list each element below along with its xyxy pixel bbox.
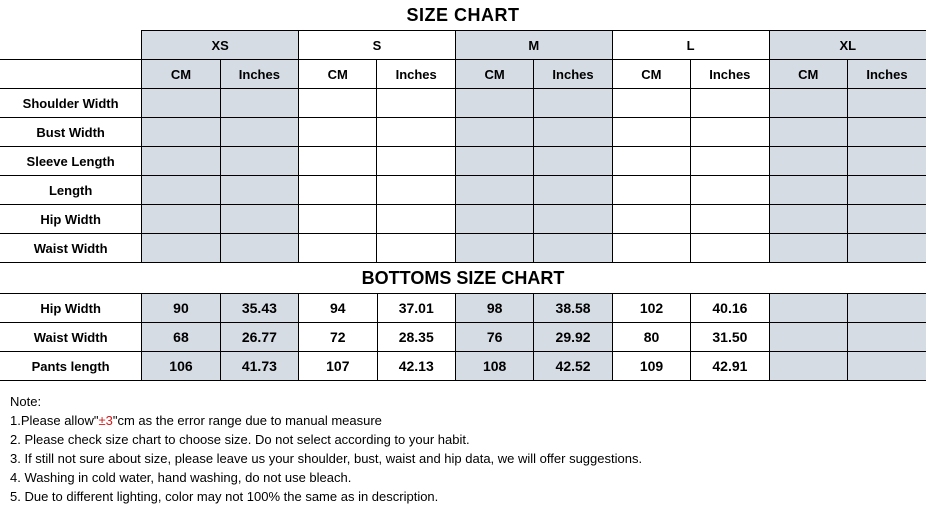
top-size-chart-table: [0, 30, 926, 263]
cell-hip-m-in: [534, 205, 612, 234]
cell-length-m-in: [534, 176, 612, 205]
bottoms-cell-pants-l-cm: 109: [612, 352, 690, 381]
size-header-xs: XS: [142, 31, 299, 60]
size-header-m: M: [455, 31, 612, 60]
cell-hip-xl-cm: [769, 205, 847, 234]
bottoms-cell-pants-m-cm: 108: [455, 352, 533, 381]
cell-sleeve-xl-in: [847, 147, 926, 176]
notes-line-1-suffix: "cm as the error range due to manual measure: [112, 413, 382, 428]
cell-bust-l-cm: [612, 118, 690, 147]
cell-bust-m-cm: [455, 118, 533, 147]
cell-waist-xl-cm: [769, 234, 847, 263]
table-row: [0, 294, 926, 323]
notes-tolerance-value: ±3: [98, 413, 113, 428]
cell-hip-l-in: [691, 205, 769, 234]
cell-length-xs-in: [220, 176, 298, 205]
row-label-bust-width: Bust Width: [0, 118, 142, 147]
cell-sleeve-xs-in: [220, 147, 298, 176]
unit-header-s-inches: Inches: [377, 60, 455, 89]
cell-waist-xs-cm: [142, 234, 220, 263]
cell-hip-s-cm: [299, 205, 377, 234]
bottoms-cell-hip-l-cm: 102: [612, 294, 690, 323]
cell-bust-s-cm: [299, 118, 377, 147]
cell-length-m-cm: [455, 176, 533, 205]
bottoms-row-label-pants-length: Pants length: [0, 352, 142, 381]
notes-heading: Note:: [10, 394, 42, 409]
cell-length-xl-cm: [769, 176, 847, 205]
cell-shoulder-l-in: [691, 89, 769, 118]
bottoms-cell-hip-m-in: 38.58: [534, 294, 612, 323]
notes-line-4: 4. Washing in cold water, hand washing, do not use bleach.: [10, 470, 352, 485]
table-row: [0, 323, 926, 352]
cell-sleeve-m-cm: [455, 147, 533, 176]
table-row: [0, 147, 926, 176]
cell-hip-xs-in: [220, 205, 298, 234]
cell-hip-s-in: [377, 205, 455, 234]
cell-waist-m-in: [534, 234, 612, 263]
notes-line-2: 2. Please check size chart to choose size. Do not select according to your habit.: [10, 432, 470, 447]
size-header-l: L: [612, 31, 769, 60]
bottoms-cell-hip-xl-in: [848, 294, 926, 323]
table-row: [0, 176, 926, 205]
cell-length-l-cm: [612, 176, 690, 205]
bottoms-cell-pants-xs-in: 41.73: [220, 352, 298, 381]
unit-header-l-cm: CM: [612, 60, 690, 89]
cell-bust-xs-in: [220, 118, 298, 147]
bottoms-size-chart-table: [0, 293, 926, 381]
unit-header-l-inches: Inches: [691, 60, 769, 89]
unit-header-m-inches: Inches: [534, 60, 612, 89]
bottoms-cell-pants-s-cm: 107: [299, 352, 377, 381]
cell-shoulder-m-cm: [455, 89, 533, 118]
row-label-waist-width: Waist Width: [0, 234, 142, 263]
cell-bust-xs-cm: [142, 118, 220, 147]
cell-shoulder-s-cm: [299, 89, 377, 118]
cell-waist-s-cm: [299, 234, 377, 263]
notes-line-5: 5. Due to different lighting, color may not 100% the same as in description.: [10, 489, 439, 504]
bottoms-cell-pants-xl-in: [848, 352, 926, 381]
cell-shoulder-xl-in: [847, 89, 926, 118]
cell-sleeve-xl-cm: [769, 147, 847, 176]
bottoms-cell-waist-m-in: 29.92: [534, 323, 612, 352]
unit-header-xl-inches: Inches: [847, 60, 926, 89]
cell-waist-s-in: [377, 234, 455, 263]
unit-header-xl-cm: CM: [769, 60, 847, 89]
bottoms-cell-hip-m-cm: 98: [455, 294, 533, 323]
bottoms-cell-hip-s-in: 37.01: [377, 294, 455, 323]
cell-sleeve-s-in: [377, 147, 455, 176]
bottoms-cell-pants-xs-cm: 106: [142, 352, 220, 381]
cell-length-xl-in: [847, 176, 926, 205]
notes-line-3: 3. If still not sure about size, please leave us your shoulder, bust, waist and hip data, we will offer suggestions.: [10, 451, 643, 466]
bottoms-cell-hip-xs-in: 35.43: [220, 294, 298, 323]
cell-length-l-in: [691, 176, 769, 205]
cell-length-xs-cm: [142, 176, 220, 205]
cell-waist-xs-in: [220, 234, 298, 263]
notes-line-1-prefix: 1.Please allow": [10, 413, 99, 428]
cell-bust-xl-in: [847, 118, 926, 147]
cell-waist-l-cm: [612, 234, 690, 263]
size-header-row: [0, 31, 926, 60]
bottoms-cell-waist-xl-in: [848, 323, 926, 352]
size-header-xl: XL: [769, 31, 926, 60]
table-row: [0, 89, 926, 118]
page-title: SIZE CHART: [406, 5, 520, 25]
bottoms-cell-hip-xl-cm: [769, 294, 847, 323]
bottoms-row-label-hip-width: Hip Width: [0, 294, 142, 323]
unit-header-xs-cm: CM: [142, 60, 220, 89]
cell-length-s-in: [377, 176, 455, 205]
cell-bust-xl-cm: [769, 118, 847, 147]
notes-line-1: [10, 412, 926, 430]
cell-bust-l-in: [691, 118, 769, 147]
row-label-shoulder-width: Shoulder Width: [0, 89, 142, 118]
unit-header-m-cm: CM: [455, 60, 533, 89]
bottoms-cell-waist-l-in: 31.50: [691, 323, 769, 352]
bottoms-cell-waist-xs-cm: 68: [142, 323, 220, 352]
bottoms-cell-pants-s-in: 42.13: [377, 352, 455, 381]
bottoms-cell-waist-s-in: 28.35: [377, 323, 455, 352]
table-row: [0, 205, 926, 234]
cell-shoulder-xs-cm: [142, 89, 220, 118]
cell-hip-xl-in: [847, 205, 926, 234]
cell-waist-m-cm: [455, 234, 533, 263]
table-row: [0, 352, 926, 381]
unit-header-xs-inches: Inches: [220, 60, 298, 89]
bottoms-cell-waist-m-cm: 76: [455, 323, 533, 352]
cell-waist-l-in: [691, 234, 769, 263]
bottoms-cell-hip-l-in: 40.16: [691, 294, 769, 323]
cell-sleeve-m-in: [534, 147, 612, 176]
cell-bust-s-in: [377, 118, 455, 147]
table-row: [0, 234, 926, 263]
cell-shoulder-m-in: [534, 89, 612, 118]
table-row: [0, 118, 926, 147]
cell-hip-m-cm: [455, 205, 533, 234]
bottoms-row-label-waist-width: Waist Width: [0, 323, 142, 352]
unit-header-s-cm: CM: [299, 60, 377, 89]
bottoms-cell-waist-xs-in: 26.77: [220, 323, 298, 352]
cell-sleeve-l-in: [691, 147, 769, 176]
cell-sleeve-xs-cm: [142, 147, 220, 176]
cell-sleeve-s-cm: [299, 147, 377, 176]
notes-section: [0, 381, 926, 506]
cell-hip-l-cm: [612, 205, 690, 234]
row-label-hip-width: Hip Width: [0, 205, 142, 234]
bottoms-cell-hip-s-cm: 94: [299, 294, 377, 323]
corner-cell-2: [0, 60, 142, 89]
bottoms-cell-waist-xl-cm: [769, 323, 847, 352]
bottoms-section-title: BOTTOMS SIZE CHART: [361, 268, 565, 288]
row-label-length: Length: [0, 176, 142, 205]
bottoms-cell-hip-xs-cm: 90: [142, 294, 220, 323]
cell-hip-xs-cm: [142, 205, 220, 234]
cell-bust-m-in: [534, 118, 612, 147]
size-header-s: S: [299, 31, 456, 60]
cell-waist-xl-in: [847, 234, 926, 263]
corner-cell: [0, 31, 142, 60]
cell-shoulder-xs-in: [220, 89, 298, 118]
bottoms-cell-pants-xl-cm: [769, 352, 847, 381]
bottoms-cell-waist-s-cm: 72: [299, 323, 377, 352]
unit-header-row: [0, 60, 926, 89]
bottoms-cell-waist-l-cm: 80: [612, 323, 690, 352]
bottoms-cell-pants-l-in: 42.91: [691, 352, 769, 381]
cell-sleeve-l-cm: [612, 147, 690, 176]
cell-shoulder-s-in: [377, 89, 455, 118]
row-label-sleeve-length: Sleeve Length: [0, 147, 142, 176]
cell-shoulder-l-cm: [612, 89, 690, 118]
bottoms-cell-pants-m-in: 42.52: [534, 352, 612, 381]
cell-length-s-cm: [299, 176, 377, 205]
cell-shoulder-xl-cm: [769, 89, 847, 118]
